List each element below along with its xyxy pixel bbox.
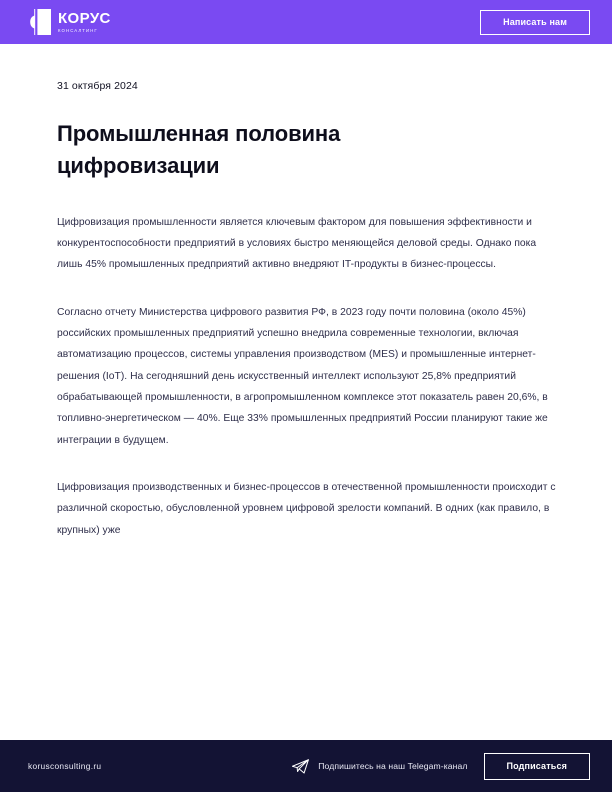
telegram-paper-plane-icon	[292, 759, 309, 774]
site-footer	[0, 740, 612, 792]
subscribe-button[interactable]: Подписаться	[484, 753, 591, 780]
contact-us-button[interactable]: Написать нам	[480, 10, 590, 35]
paragraph: Цифровизация производственных и бизнес-процессов в отечественной промышленности происходит с различной скоростью, обусловленной уровнем цифровой зрелости компаний. В одних (как правило, в крупных) уже	[57, 481, 556, 536]
site-header	[0, 0, 612, 44]
paragraph: Цифровизация промышленности является ключевым фактором для повышения эффективности и конкурентоспособности предприятий в условиях быстро меняющейся деловой среды. Однако пока лишь 45% промышленных предприятий активно внедряют IT-продукты в бизнес-процессы.	[57, 216, 537, 271]
article-content	[0, 44, 612, 740]
brand-logo-text	[58, 11, 111, 33]
brand-subtitle: КОНСАЛТИНГ	[58, 28, 98, 33]
brand-logo[interactable]	[28, 9, 111, 35]
telegram-promo[interactable]	[101, 759, 483, 774]
brand-name: КОРУС	[58, 10, 111, 27]
footer-website-link[interactable]: korusconsulting.ru	[28, 761, 102, 771]
telegram-cta-text: Подпишитесь на наш Telegam-канал	[318, 761, 468, 771]
article-body	[57, 212, 556, 541]
page-title: Промышленная половина цифровизации	[57, 121, 341, 178]
paragraph: Согласно отчету Министерства цифрового развития РФ, в 2023 году почти половина (около 45%) российских промышленных предприятий успешно внедрила современные технологии, включая автоматизацию процессов, системы управления производством (MES) и промышленные интернет-решения (IoT). На сегодняшний день искусственный интеллект используют 25,8% предприятий обрабатывающей промышленности, в агропромышленном комплексе этот показатель равен 20,6%, в топливно-энергетическом — 40%. Еще 33% промышленных предприятий России планируют такие же интеграции в будущем.	[57, 306, 548, 446]
publish-date: 31 октября 2024	[57, 80, 138, 92]
korus-logo-mark-icon	[28, 9, 51, 35]
